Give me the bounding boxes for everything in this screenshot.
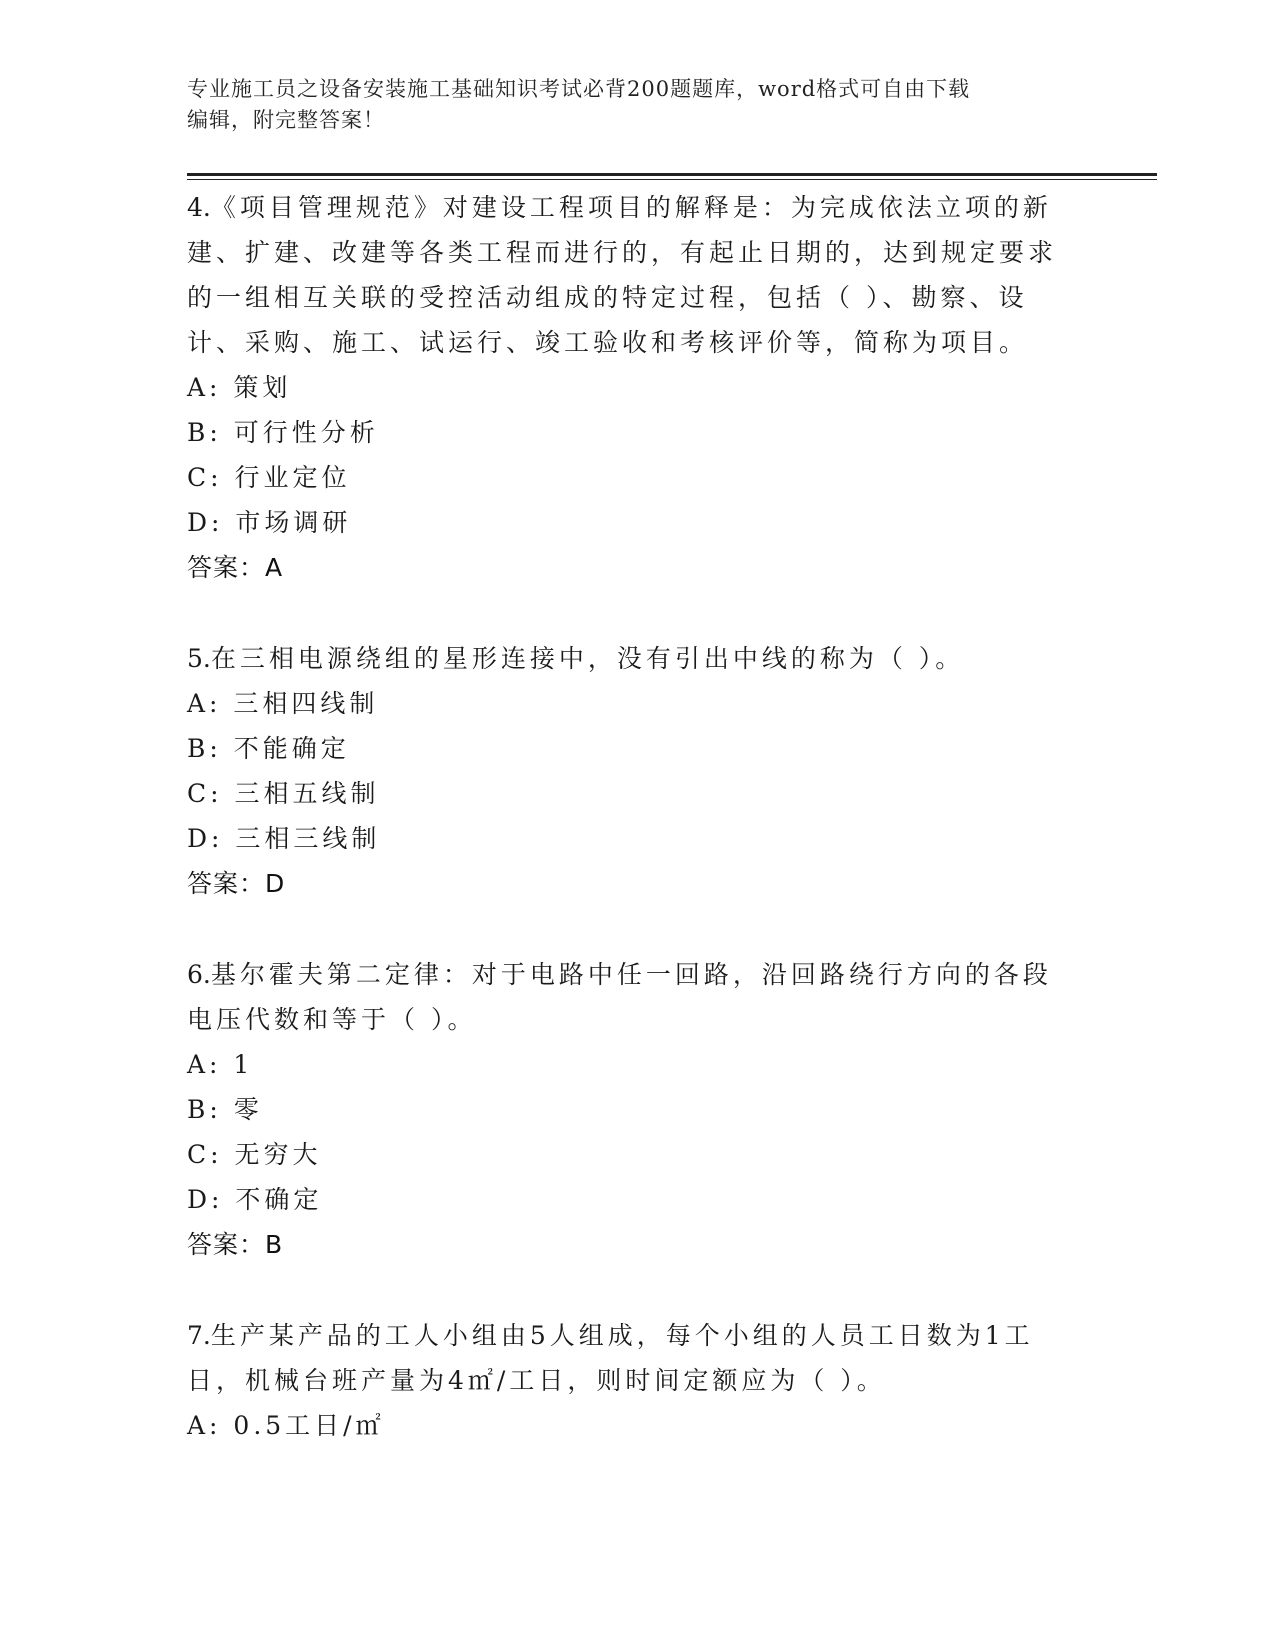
option-b: B: 零: [187, 1095, 263, 1124]
question-text: [187, 952, 1077, 1042]
header-title-line-2: 编辑，附完整答案！: [187, 108, 385, 132]
option-a: A: 三相四线制: [187, 689, 379, 718]
document-header: [187, 74, 1067, 136]
option-b: B: 不能确定: [187, 734, 350, 763]
answer-label: 答案：A: [187, 553, 284, 582]
question-list: [187, 185, 1077, 1494]
question-body: 生产某产品的工人小组由5人组成，每个小组的人员工日数为1工日，机械台班产量为4㎡/工日，则时间定额应为（ ）。: [187, 1321, 1034, 1395]
question-number: 7.: [187, 1321, 211, 1350]
question-6: [187, 952, 1077, 1267]
question-number: 5.: [187, 644, 211, 673]
question-number: 6.: [187, 960, 211, 989]
question-body: 《项目管理规范》对建设工程项目的解释是：为完成依法立项的新建、扩建、改建等各类工程而进行的，有起止日期的，达到规定要求的一组相互关联的受控活动组成的特定过程，包括（ ）、勘察、设计、采购、施工、试运行、竣工验收和考核评价等，简称为项目。: [187, 193, 1058, 357]
option-b: B: 可行性分析: [187, 418, 379, 447]
option-d: D: 三相三线制: [187, 824, 381, 853]
question-body: 在三相电源绕组的星形连接中，没有引出中线的称为（ ）。: [210, 644, 965, 673]
question-text: [187, 1313, 1077, 1403]
option-d: D: 不确定: [187, 1185, 323, 1214]
question-text: [187, 185, 1077, 365]
option-c: C: 无穷大: [187, 1140, 322, 1169]
option-c: C: 三相五线制: [187, 779, 380, 808]
question-7: [187, 1313, 1077, 1448]
option-a: A: 0.5工日/㎡: [187, 1411, 385, 1440]
question-5: [187, 636, 1077, 906]
option-c: C: 行业定位: [187, 463, 351, 492]
question-body: 基尔霍夫第二定律：对于电路中任一回路，沿回路绕行方向的各段电压代数和等于（ ）。: [187, 960, 1052, 1034]
answer-label: 答案：D: [187, 869, 286, 898]
header-divider-thin: [187, 179, 1157, 180]
question-number: 4.: [187, 193, 211, 222]
answer-label: 答案：B: [187, 1230, 284, 1259]
header-divider-thick: [187, 173, 1157, 176]
question-4: [187, 185, 1077, 590]
option-a: A: 策划: [187, 373, 292, 402]
header-title-line-1: 专业施工员之设备安装施工基础知识考试必背200题题库，word格式可自由下载: [187, 77, 971, 101]
option-a: A: 1: [187, 1050, 254, 1079]
question-text: [187, 636, 1077, 681]
option-d: D: 市场调研: [187, 508, 352, 537]
